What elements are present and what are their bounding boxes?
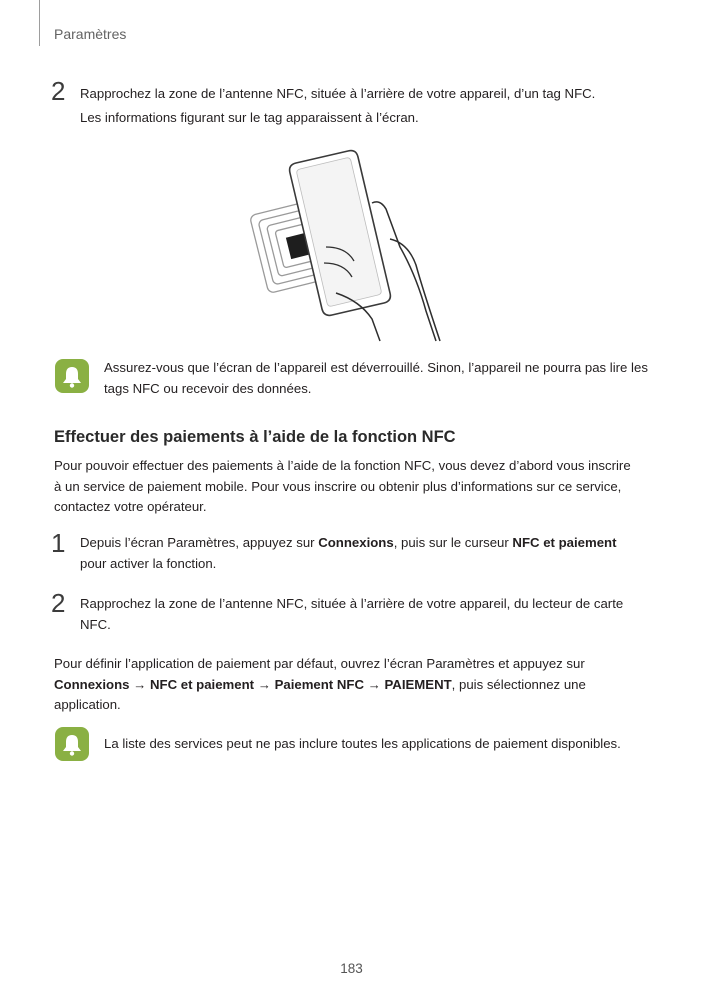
arrow-separator: → [129, 676, 150, 692]
page-header: Paramètres [54, 26, 127, 42]
paragraph-part: , puis sélectionnez une application. [54, 676, 586, 712]
step-text-secondary: Les informations figurant sur le tag apparaissent à l’écran. [80, 110, 419, 125]
step-text-part: , puis sur le curseur [393, 535, 513, 550]
note-text: La liste des services peut ne pas inclure toutes les applications de paiement disponibles. [104, 736, 621, 751]
step-text-part: Depuis l’écran Paramètres, appuyez sur [80, 535, 319, 550]
nfc-illustration [240, 143, 460, 343]
step-number: 2 [51, 588, 66, 618]
bell-icon [55, 359, 89, 393]
bell-icon [55, 727, 89, 761]
menu-term-nfc-paiement: NFC et paiement [512, 535, 617, 550]
menu-term-nfc-paiement: NFC et paiement [149, 676, 255, 692]
menu-term-paiement: PAIEMENT [384, 676, 452, 692]
menu-term-connexions: Connexions [318, 535, 394, 550]
default-app-paragraph [54, 654, 599, 716]
arrow-separator: → [363, 676, 385, 692]
step-text-part: pour activer la fonction. [80, 555, 217, 571]
step-text: Rapprochez la zone de l’antenne NFC, située à l’arrière de votre appareil, du lecteur de carte NFC. [80, 596, 624, 632]
step-number: 1 [51, 528, 66, 558]
step-text [80, 533, 645, 574]
hand-palm [390, 239, 440, 341]
arrow-separator: → [254, 676, 275, 692]
menu-term-paiement-nfc: Paiement NFC [274, 676, 364, 692]
paragraph-part: Pour définir l’application de paiement par défaut, ouvrez l’écran Paramètres et appuyez sur [54, 656, 585, 671]
note-text: Assurez-vous que l’écran de l’appareil est déverrouillé. Sinon, l’appareil ne pourra pas lire les tags NFC ou recevoir des données. [104, 360, 648, 396]
margin-rule [39, 0, 40, 46]
page-number: 183 [340, 961, 363, 976]
step-number: 2 [51, 76, 66, 106]
section-title: Effectuer des paiements à l’aide de la fonction NFC [54, 428, 456, 446]
menu-term-connexions: Connexions [54, 676, 130, 692]
step-text: Rapprochez la zone de l’antenne NFC, située à l’arrière de votre appareil, d’un tag NFC. [80, 86, 596, 101]
section-intro: Pour pouvoir effectuer des paiements à l’aide de la fonction NFC, vous devez d’abord vous inscrire à un service de paiement mobile. Pour vous inscrire ou obtenir plus d’informations sur ce service, contactez votre opérateur. [54, 458, 631, 514]
